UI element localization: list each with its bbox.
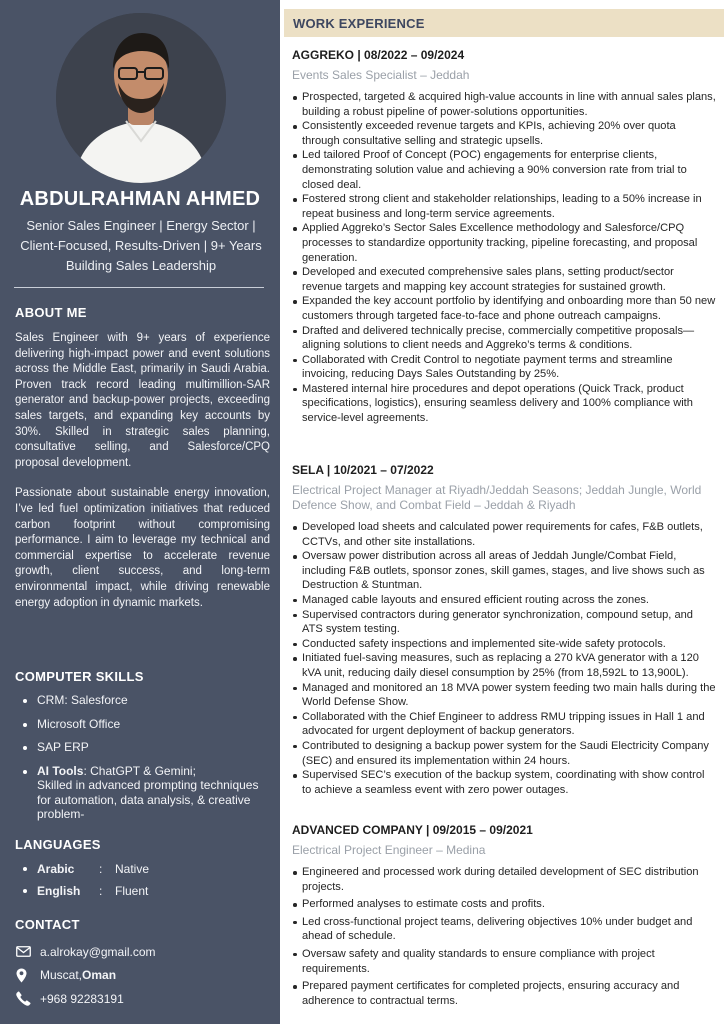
about-paragraph: Passionate about sustainable energy innovation, I’ve led fuel optimization initiatives that reduced carbon footprint without compromising performance. I aim to leverage my technical and commercial expertise to accelerate revenue growth, client success, and long-term environmental impact, while driving renewable energy adoption in dynamic markets. xyxy=(15,487,270,609)
languages-list xyxy=(21,862,266,906)
profile-name: ABDULRAHMAN AHMED xyxy=(19,188,261,210)
list-item: Collaborated with the Chief Engineer to address RMU tripping issues in Hall 1 and advocated for urgent deployment of backup generators. xyxy=(292,710,716,739)
profile-tagline: Senior Sales Engineer | Energy Sector | Client-Focused, Results-Driven | 9+ Years Building Sales Leadership xyxy=(20,218,262,273)
list-item: Drafted and delivered technically precise, commercially competitive proposals—aligning solutions to client needs and Aggreko’s terms & conditions. xyxy=(292,324,716,353)
email-text[interactable]: a.alrokay@gmail.com xyxy=(40,944,156,959)
list-item: Oversaw safety and quality standards to ensure compliance with project requirements. xyxy=(292,947,716,976)
profile-photo-image xyxy=(56,13,226,183)
work-experience-header xyxy=(284,9,724,37)
list-item: Prepared payment certificates for completed projects, ensuring accuracy and adherence to contractual terms. xyxy=(292,979,716,1008)
location-country: Oman xyxy=(82,968,117,983)
ai-tools-label: AI Tools xyxy=(37,763,84,778)
main-content xyxy=(280,0,724,1024)
job-role: Electrical Project Engineer – Medina xyxy=(292,843,486,857)
list-item: Led cross-functional project teams, delivering objectives 10% under budget and ahead of schedule. xyxy=(292,915,716,944)
list-item: Managed cable layouts and ensured efficient routing across the zones. xyxy=(292,593,716,608)
list-item xyxy=(21,764,266,822)
list-item: Mastered internal hire procedures and depot operations (Quick Track, product specifications, logistics), ensuring seamless delivery and 100% compliance with service-level agreements. xyxy=(292,382,716,426)
language-level: Native xyxy=(115,862,150,876)
ai-tools-text: : ChatGPT & Gemini; xyxy=(83,763,196,778)
languages-title: LANGUAGES xyxy=(15,837,101,852)
language-level: Fluent xyxy=(115,884,149,898)
contact-email[interactable] xyxy=(16,940,266,964)
phone-icon xyxy=(16,991,40,1006)
contact-location xyxy=(16,964,266,988)
work-experience-title: WORK EXPERIENCE xyxy=(293,16,425,31)
about-paragraph: Sales Engineer with 9+ years of experience delivering high-impact power and event solutions across the Middle East, primarily in Saudi Arabia. Proven track record leading multimillion-SAR generator and backup-power projects, exceeding sales targets, and expanding key accounts by 30%. Skilled in strategic sales planning, consultative selling, and Salesforce/CPQ proposal development. xyxy=(15,332,270,469)
about-title: ABOUT ME xyxy=(15,305,87,320)
list-item: Expanded the key account portfolio by identifying and onboarding more than 50 new customers through targeted face-to-face and phone outreach campaigns. xyxy=(292,294,716,323)
job-aggreko xyxy=(292,48,716,426)
list-item: CRM: Salesforce xyxy=(21,693,266,708)
job-role: Events Sales Specialist – Jeddah xyxy=(292,68,470,82)
job-bullets xyxy=(292,520,716,797)
list-item: Engineered and processed work during detailed development of SEC distribution projects. xyxy=(292,865,716,894)
list-item: Applied Aggreko’s Sector Sales Excellence methodology and Salesforce/CPQ processes to standardize opportunity tracking, pipeline forecasting, and proposal generation. xyxy=(292,221,716,265)
location-city: Muscat, xyxy=(40,968,83,983)
list-item: Performed analyses to estimate costs and profits. xyxy=(292,897,716,912)
phone-text[interactable]: +968 92283191 xyxy=(40,991,124,1006)
list-item: Contributed to designing a backup power system for the Saudi Electricity Company (SEC) and ensured its implementation within 24 hours. xyxy=(292,739,716,768)
language-name: English xyxy=(37,884,81,898)
list-item xyxy=(21,862,266,884)
list-item: Collaborated with Credit Control to negotiate payment terms and streamline invoicing, reducing Days Sales Outstanding by 25%. xyxy=(292,353,716,382)
list-item: Supervised SEC’s execution of the backup system, coordinating with show control to achieve a seamless event with zero power outages. xyxy=(292,768,716,797)
list-item: Oversaw power distribution across all areas of Jeddah Jungle/Combat Field, including F&B outlets, sponsor zones, skill games, stages, and live shows such as Destruction & Stuntman. xyxy=(292,549,716,593)
job-bullets xyxy=(292,865,716,1008)
list-item: Microsoft Office xyxy=(21,717,266,732)
contact-list xyxy=(16,940,266,1011)
job-header: ADVANCED COMPANY | 09/2015 – 09/2021 xyxy=(292,823,533,837)
language-name: Arabic xyxy=(37,862,75,876)
language-separator: : xyxy=(99,884,103,898)
job-sela xyxy=(292,463,716,797)
language-separator: : xyxy=(99,862,103,876)
list-item xyxy=(21,884,266,906)
sidebar xyxy=(0,0,280,1024)
contact-title: CONTACT xyxy=(15,917,80,932)
sidebar-divider xyxy=(14,287,264,288)
job-bullets xyxy=(292,90,716,426)
profile-photo xyxy=(56,13,226,183)
list-item: Consistently exceeded revenue targets and KPIs, achieving 20% over quota through consultative selling and strategic upsells. xyxy=(292,119,716,148)
list-item: Fostered strong client and stakeholder relationships, leading to a 50% increase in repeat business and long-term service agreements. xyxy=(292,192,716,221)
list-item: Initiated fuel-saving measures, such as replacing a 270 kVA generator with a 120 kVA unit, reducing daily diesel consumption by 25% (from 18,592L to 13,900L). xyxy=(292,651,716,680)
about-text xyxy=(15,331,270,611)
mail-icon xyxy=(16,946,40,957)
job-role: Electrical Project Manager at Riyadh/Jeddah Seasons; Jeddah Jungle, World Defence Show, and Combat Field – Jeddah & Riyadh xyxy=(292,483,702,512)
skills-title: COMPUTER SKILLS xyxy=(15,669,144,684)
job-header: AGGREKO | 08/2022 – 09/2024 xyxy=(292,48,465,62)
job-advanced-company xyxy=(292,823,716,1011)
list-item: Developed and executed comprehensive sales plans, setting product/sector revenue targets and mapping key account strategies for sustained growth. xyxy=(292,265,716,294)
list-item: Led tailored Proof of Concept (POC) engagements for enterprise clients, demonstrating solution value and achieving a 90% conversion rate from trial to closed deal. xyxy=(292,148,716,192)
list-item: Developed load sheets and calculated power requirements for cafes, F&B outlets, CCTVs, and other site installations. xyxy=(292,520,716,549)
location-pin-icon xyxy=(16,968,40,983)
list-item: Prospected, targeted & acquired high-value accounts in line with annual sales plans, building a robust pipeline of power-solutions opportunities. xyxy=(292,90,716,119)
list-item: Supervised contractors during generator synchronization, compound setup, and ATS system testing. xyxy=(292,608,716,637)
list-item: Managed and monitored an 18 MVA power system feeding two main halls during the World Defense Show. xyxy=(292,681,716,710)
skills-list xyxy=(21,693,266,831)
ai-tools-description: Skilled in advanced prompting techniques for automation, data analysis, & creative problem- xyxy=(37,778,259,821)
list-item: SAP ERP xyxy=(21,740,266,755)
contact-phone[interactable] xyxy=(16,987,266,1011)
job-header: SELA | 10/2021 – 07/2022 xyxy=(292,463,434,477)
list-item: Conducted safety inspections and implemented site-wide safety protocols. xyxy=(292,637,716,652)
